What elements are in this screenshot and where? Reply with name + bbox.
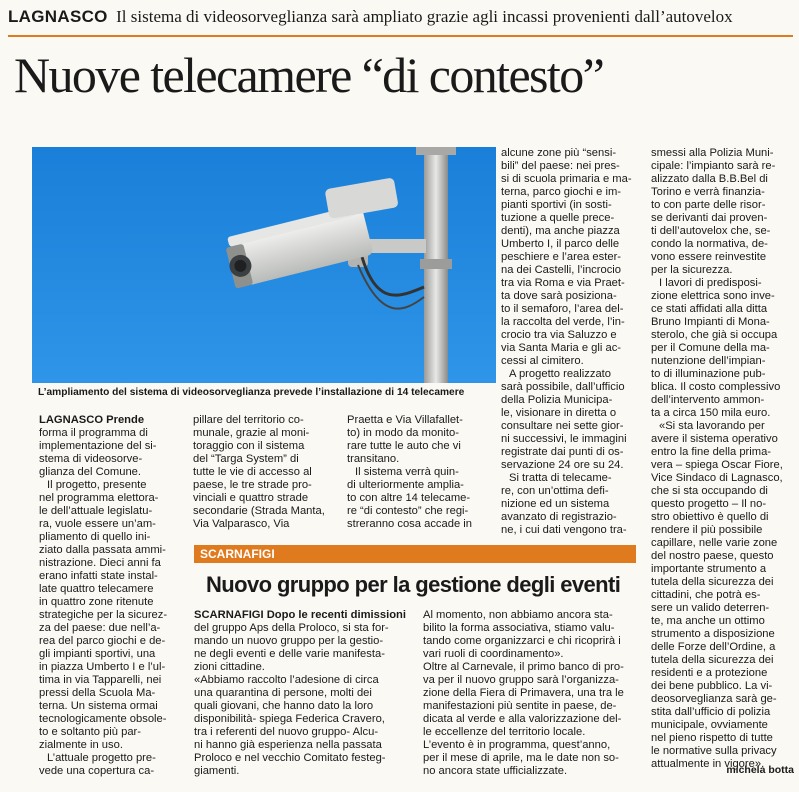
text-line: ne, i cui dati vengono tra- [501, 524, 627, 536]
text-line: crocio tra via Saluzzo e [501, 329, 617, 341]
text-line: per la sicurezza. [651, 264, 733, 276]
text-line: alizzato dalla B.B.Bel di [651, 173, 768, 185]
text-line: streranno cosa accade in [347, 518, 473, 530]
text-line: ne degli eventi e delle varie manifesta- [194, 648, 385, 660]
text-line: pliamento di quello ini- [39, 531, 151, 543]
text-line: tutte le vie di accesso al [193, 466, 312, 478]
text-line: vede una copertura ca- [39, 765, 155, 777]
text-line: zione elettrica sono inve- [651, 290, 775, 302]
text-line: ta a circa 150 mila euro. [651, 407, 771, 419]
text-line: blica. Il costo complessivo [651, 381, 781, 393]
text-line: pillare del territorio co- [193, 414, 304, 426]
text-line: stita dall’ufficio di polizia [651, 706, 771, 718]
text-line: tra i referenti del nuovo gruppo- Alcu- [194, 726, 379, 738]
text-line: nel programma elettora- [39, 492, 159, 504]
text-line: le dell’attuale legislatu- [39, 505, 153, 517]
text-line: pressi della Scuola Ma- [39, 687, 156, 699]
kicker-place: LAGNASCO [8, 7, 108, 26]
text-line: cipale: l’impianto sarà re- [651, 160, 776, 172]
text-line: ra, vuole essere un’am- [39, 518, 156, 530]
text-line: del “Targa System” di [193, 453, 299, 465]
text-line: no ancora state ufficializzate. [423, 765, 568, 777]
text-line: transitano. [347, 453, 400, 465]
text-line: una quarantina di persone, molti dei [194, 687, 372, 699]
text-line: rea del parco giochi e de- [39, 635, 166, 647]
text-line: zialmente in uso. [39, 739, 123, 751]
text-line: secondarie (Strada Manta, [193, 505, 325, 517]
text-line: stro obiettivo è quello di [651, 511, 769, 523]
text-line: ce stati affidati alla ditta [651, 303, 768, 315]
box-column-1 [194, 609, 415, 778]
text-line: to di illuminazione pub- [651, 368, 766, 380]
text-line: Umberto I, il parco delle [501, 238, 620, 250]
text-line: giamenti. [194, 765, 240, 777]
text-line: vono essere reinvestite [651, 251, 767, 263]
text-line: tecnologicamente obsole- [39, 713, 167, 725]
text-line: LAGNASCO Prende [39, 414, 145, 426]
text-line: per il Comune della ma- [651, 342, 770, 354]
text-line: va per il nuovo gruppo sarà l’organizza- [423, 674, 619, 686]
section-label: SCARNAFIGI [200, 547, 275, 561]
text-line: «Abbiamo raccolto l’adesione di circa [194, 674, 379, 686]
text-line: nutenzione dell’impian- [651, 355, 766, 367]
text-line: erano infatti state instal- [39, 570, 158, 582]
text-line: Si tratta di telecame- [509, 472, 612, 484]
text-line: Torino e verrà finanzia- [651, 186, 765, 198]
text-line: del nostro paese, questo [651, 550, 774, 562]
text-line: paese, le tre strade pro- [193, 479, 312, 491]
text-line: di ulteriormente amplia- [347, 479, 464, 491]
text-line: dell’intervento ammon- [651, 394, 765, 406]
text-line: attualmente in vigore». [651, 758, 765, 770]
text-line: tima in via Tapparelli, nei [39, 674, 162, 686]
text-line: SCARNAFIGI Dopo le recenti dimissioni [194, 609, 406, 621]
text-line: L’attuale progetto pre- [47, 752, 156, 764]
text-line: glianza del Comune. [39, 466, 141, 478]
text-line: in piazza Umberto I e l’ul- [39, 661, 166, 673]
text-line: vinciali e quattro strade [193, 492, 309, 504]
text-line: gli impianti sportivi, una [39, 648, 156, 660]
text-line: dicata al verde e alla valorizzazione del- [423, 713, 622, 725]
text-line: L’evento è in programma, quest’anno, [423, 739, 611, 751]
text-line: residenti e a protezione [651, 667, 768, 679]
text-line: entro la fine della prima- [651, 446, 772, 458]
text-line: ni hanno già esperienza nella passata [194, 739, 382, 751]
text-line: registrate dai punti di os- [501, 446, 624, 458]
text-line: bilito la forma associativa, stiamo valu- [423, 622, 615, 634]
text-line: strumento a disposizione [651, 628, 775, 640]
text-line: I lavori di predisposi- [659, 277, 762, 289]
text-line: cessi al cimitero. [501, 355, 584, 367]
text-line: vari ruoli di coordinamento». [423, 648, 564, 660]
text-line: Praetta e Via Villafallet- [347, 414, 463, 426]
text-line: se derivanti dai proven- [651, 212, 768, 224]
article-column-4 [501, 147, 645, 537]
text-line: stema di videosorve- [39, 453, 143, 465]
text-line: nizione ed un sistema [501, 498, 610, 510]
text-line: to con parte delle risor- [651, 199, 766, 211]
text-line: pianti sportivi (in sosti- [501, 199, 612, 211]
text-line: rare tutte le auto che vi [347, 440, 461, 452]
text-line: via Santa Maria e gli ac- [501, 342, 622, 354]
text-line: capillare, nelle varie zone [651, 537, 778, 549]
text-line: Bruno Impianti di Mona- [651, 316, 770, 328]
text-line: implementazione del si- [39, 440, 157, 452]
text-line: tra via Roma e via Praet- [501, 277, 625, 289]
text-line: tuzione a quelle prece- [501, 212, 615, 224]
text-line: quali giovani, che hanno dato la loro [194, 700, 374, 712]
text-line: tutela della sicurezza dei [651, 576, 774, 588]
text-line: to) in modo da monito- [347, 427, 459, 439]
text-line: si di scuola primaria e ma- [501, 173, 632, 185]
text-line: mando un nuovo gruppo per la gestio- [194, 635, 384, 647]
text-line: avanzato di registrazio- [501, 511, 617, 523]
text-line: re “di contesto” che regi- [347, 505, 469, 517]
text-line: ta dove sarà posiziona- [501, 290, 617, 302]
text-line: le eccellenze del territorio locale. [423, 726, 586, 738]
text-line: le, visionare in diretta o [501, 407, 617, 419]
camera-photo-image [32, 147, 496, 383]
text-line: ni successivi, le immagini [501, 433, 627, 445]
text-line: questo progetto – Il no- [651, 498, 767, 510]
section-bar [194, 545, 636, 563]
text-line: nistrazione. Dieci anni fa [39, 557, 161, 569]
text-line: le normative sulla privacy [651, 745, 777, 757]
text-line: denti), ma anche piazza [501, 225, 620, 237]
text-line: in quattro zone ritenute [39, 596, 154, 608]
text-line: importante strumento a [651, 563, 767, 575]
text-line: ziato dalla passata ammi- [39, 544, 166, 556]
text-line: tutela della sicurezza dei [651, 654, 774, 666]
text-line: nel pieno rispetto di tutte [651, 732, 773, 744]
text-line: za del paese: due nell’a- [39, 622, 161, 634]
text-line: munale, grazie al moni- [193, 427, 310, 439]
text-line: to e soltanto più par- [39, 726, 141, 738]
text-line: tando come organizzarci e chi ricoprirà i [423, 635, 621, 647]
text-line: condo la normativa, de- [651, 238, 768, 250]
article-column-1 [39, 414, 186, 778]
text-line: Il sistema verrà quin- [355, 466, 459, 478]
text-line: della Polizia Municipa- [501, 394, 613, 406]
text-line: alcune zone più “sensi- [501, 147, 617, 159]
text-line: del gruppo Aps della Proloco, si sta for- [194, 622, 389, 634]
text-line: «Si sta lavorando per [659, 420, 765, 432]
box-headline: Nuovo gruppo per la gestione degli eventi [206, 572, 621, 597]
text-line: rendere il più possibile [651, 524, 763, 536]
text-line: peschiere e l’area ester- [501, 251, 622, 263]
text-line: Via Valparasco, Via [193, 518, 290, 530]
text-line: Oltre al Carnevale, il primo banco di pro- [423, 661, 624, 673]
text-line: na dei Castelli, l’incrocio [501, 264, 622, 276]
text-line: forma il programma di [39, 427, 148, 439]
text-line: municipale, ovviamente [651, 719, 768, 731]
text-line: consultare nei sette gior- [501, 420, 624, 432]
article-column-3 [347, 414, 493, 531]
text-line: strategiche per la sicurez- [39, 609, 168, 621]
text-line: zioni cittadine. [194, 661, 265, 673]
text-line: toraggio con il sistema [193, 440, 305, 452]
text-line: disponibilità- spiega Federica Cravero, [194, 713, 385, 725]
text-line: sarà possibile, dall’ufficio [501, 381, 625, 393]
text-line: che si sta occupando di [651, 485, 768, 497]
text-line: delle Forze dell’Ordine, a [651, 641, 776, 653]
text-line: to con altre 14 telecame- [347, 492, 471, 504]
text-line: Il progetto, presente [47, 479, 147, 491]
text-line: terna, parco giochi e im- [501, 186, 622, 198]
text-line: manifestazioni più sentite in paese, de- [423, 700, 617, 712]
text-line: avere il sistema operativo [651, 433, 778, 445]
article-column-2 [193, 414, 339, 531]
text-line: per il mese di aprile, ma le date non so- [423, 752, 619, 764]
text-line: zione della Fiera di Primavera, una tra le [423, 687, 624, 699]
text-line: ti dell’autovelox che, se- [651, 225, 771, 237]
kicker-text: Il sistema di videosorveglianza sarà ampliato grazie agli incassi provenienti dall’autovelox [116, 7, 733, 26]
headline: Nuove telecamere “di contesto” [14, 47, 604, 103]
kicker [8, 7, 793, 37]
text-line: Vice Sindaco di Lagnasco, [651, 472, 783, 484]
text-line: cittadini, che potrà es- [651, 589, 761, 601]
text-line: vera – spiega Oscar Fiore, [651, 459, 783, 471]
text-line: dei bene pubblico. La vi- [651, 680, 773, 692]
text-line: sterolo, che già si occupa [651, 329, 778, 341]
text-line: re, con un’ottima defi- [501, 485, 609, 497]
text-line: late quattro telecamere [39, 583, 154, 595]
text-line: sere un valido deterren- [651, 602, 770, 614]
text-line: te, ma anche un ottimo [651, 615, 765, 627]
text-line: Al momento, non abbiamo ancora sta- [423, 609, 613, 621]
text-line: servazione 24 ore su 24. [501, 459, 624, 471]
text-line: A progetto realizzato [509, 368, 611, 380]
box-column-2 [423, 609, 643, 778]
article-column-5 [651, 147, 796, 771]
article-photo [32, 147, 496, 383]
text-line: smessi alla Polizia Muni- [651, 147, 774, 159]
text-line: bili” del paese: nei pres- [501, 160, 620, 172]
text-line: deosorveglianza sarà ge- [651, 693, 777, 705]
byline: michela botta [726, 764, 794, 776]
text-line: terna. Un sistema ormai [39, 700, 158, 712]
photo-caption: L’ampliamento del sistema di videosorveglianza prevede l’installazione di 14 telecamere [38, 387, 465, 398]
text-line: to il semaforo, l’area del- [501, 303, 624, 315]
text-line: Proloco e nel vecchio Comitato festeg- [194, 752, 386, 764]
text-line: la raccolta del verde, l’in- [501, 316, 625, 328]
